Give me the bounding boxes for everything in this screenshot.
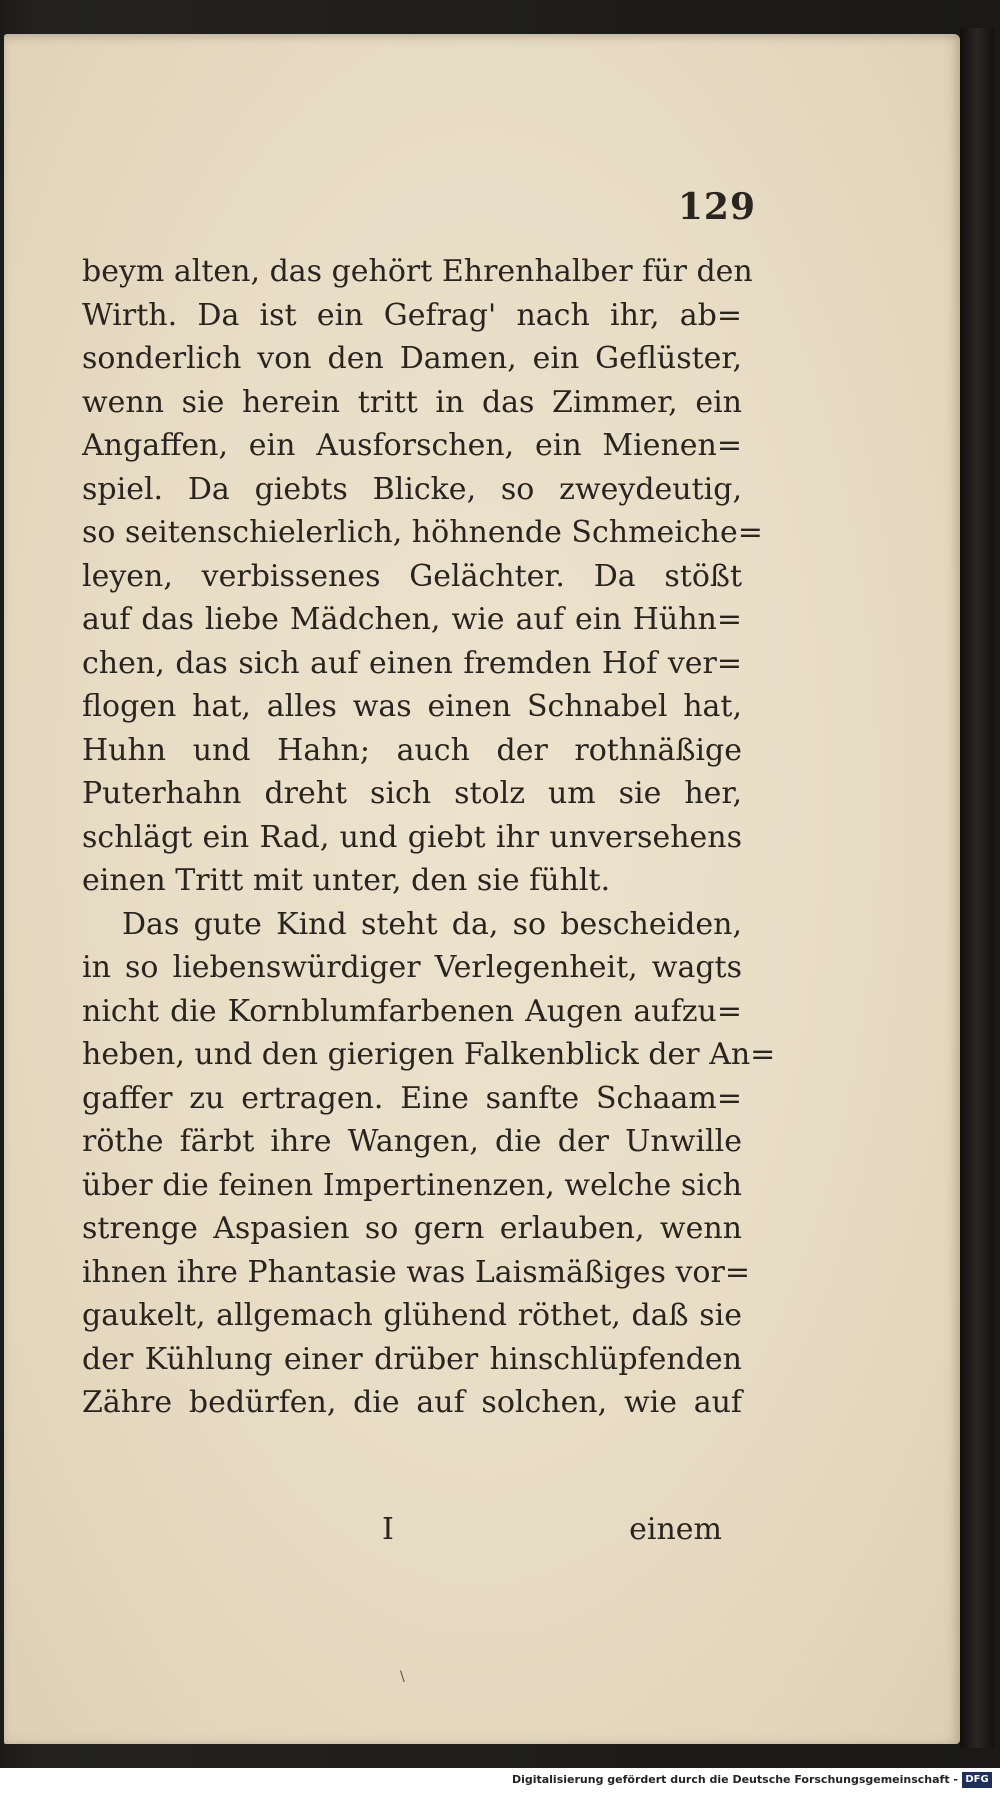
text-line: ihnen ihre Phantasie was Laismäßiges vor= — [82, 1254, 750, 1290]
digitization-footer — [0, 1768, 1000, 1794]
page-text — [82, 250, 776, 1425]
text-line: Wirth. Da ist ein Gefrag' nach ihr, ab= — [82, 297, 742, 333]
text-line: einen Tritt mit unter, den sie fühlt. — [82, 863, 611, 898]
text-line: Zähre bedürfen, die auf solchen, wie auf — [82, 1385, 742, 1420]
page-number: 129 — [677, 186, 756, 228]
catchword: einem — [629, 1512, 722, 1547]
text-line: Puterhahn dreht sich stolz um sie her, — [82, 776, 742, 811]
signature-mark: I — [382, 1512, 394, 1547]
text-line: röthe färbt ihre Wangen, die der Unwille — [82, 1124, 742, 1159]
text-line: strenge Aspasien so gern erlauben, wenn — [82, 1211, 742, 1246]
text-line: wenn sie herein tritt in das Zimmer, ein — [82, 384, 742, 420]
text-line: heben, und den gierigen Falkenblick der An= — [82, 1037, 776, 1072]
text-line: sonderlich von den Damen, ein Geflüster, — [82, 341, 742, 376]
text-line: Angaffen, ein Ausforschen, ein Mienen= — [82, 428, 742, 463]
funding-credit: Digitalisierung gefördert durch die Deutsche Forschungsgemeinschaft - — [511, 1773, 958, 1786]
text-line: beym alten, das gehört Ehrenhalber für den — [82, 254, 753, 289]
text-line: nicht die Kornblumfarbenen Augen aufzu= — [82, 993, 742, 1029]
text-line: chen, das sich auf einen fremden Hof ver= — [82, 645, 742, 681]
text-line: flogen hat, alles was einen Schnabel hat, — [82, 689, 742, 724]
book-edge — [960, 28, 994, 1748]
text-line: leyen, verbissenes Gelächter. Da stößt — [82, 558, 742, 594]
text-line: auf das liebe Mädchen, wie auf ein Hühn= — [82, 602, 742, 637]
text-line: Das gute Kind steht da, so bescheiden, — [122, 906, 742, 942]
paper-speck: \ — [400, 1669, 405, 1685]
text-line: gaukelt, allgemach glühend röthet, daß sie — [82, 1298, 742, 1333]
text-line: Huhn und Hahn; auch der rothnäßige — [82, 732, 742, 768]
text-line: in so liebenswürdiger Verlegenheit, wagts — [82, 950, 742, 985]
text-line: über die feinen Impertinenzen, welche sich — [82, 1167, 742, 1203]
text-line: der Kühlung einer drüber hinschlüpfenden — [82, 1341, 742, 1377]
text-line: gaffer zu ertragen. Eine sanfte Schaam= — [82, 1080, 742, 1116]
dfg-logo-icon: DFG — [962, 1772, 992, 1788]
text-line: so seitenschielerlich, höhnende Schmeiche= — [82, 515, 763, 550]
page-footer-row — [82, 1505, 722, 1555]
text-line: schlägt ein Rad, und giebt ihr unversehens — [82, 819, 742, 855]
text-line: spiel. Da giebts Blicke, so zweydeutig, — [82, 471, 742, 507]
